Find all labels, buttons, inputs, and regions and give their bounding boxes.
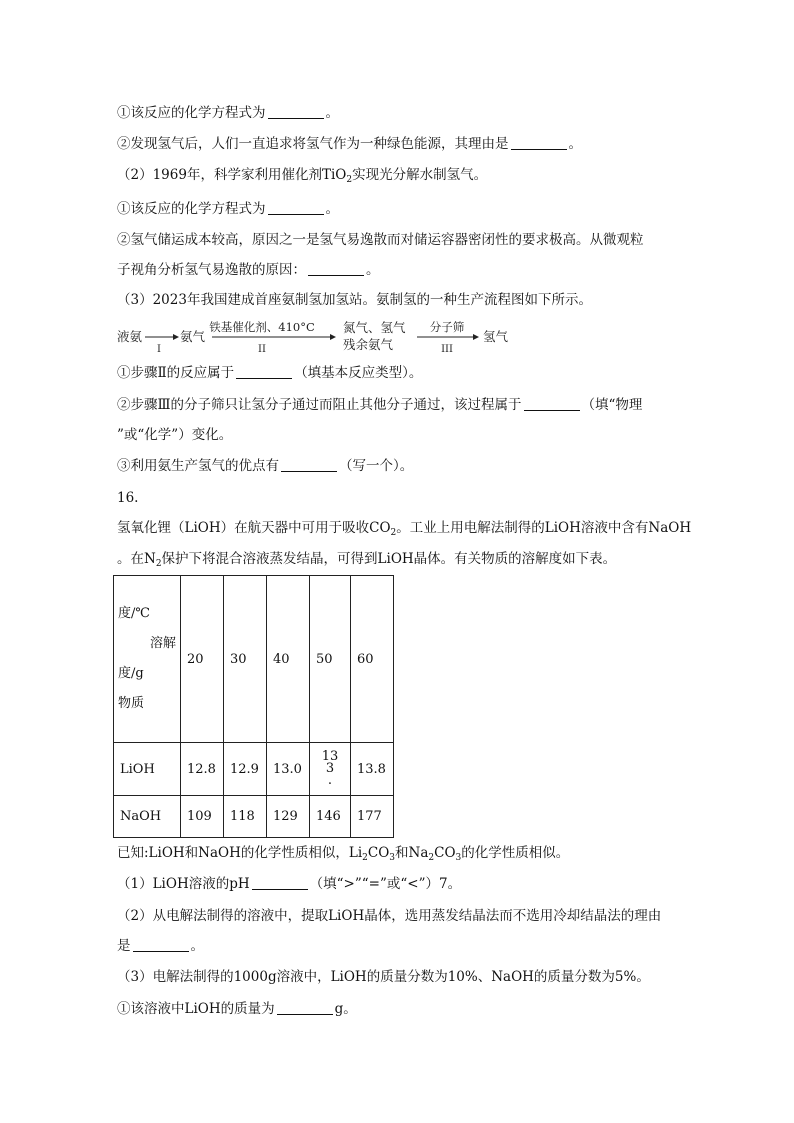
table-cell: 109 [181, 796, 224, 838]
temp-header: 20 [181, 576, 224, 743]
question-number: 16. [117, 490, 139, 506]
substance-name: NaOH [114, 796, 181, 838]
q-advantage-line: ③利用氨生产氢气的优点有 （写一个）。 [117, 458, 414, 474]
answer-blank[interactable] [308, 261, 364, 276]
answer-blank[interactable] [277, 1000, 333, 1015]
temp-header: 60 [351, 576, 394, 743]
answer-blank[interactable] [252, 875, 308, 890]
q16-intro-cont-line: 。在$N_2$保护下将混合溶液蒸发结晶，可得到LiOH晶体。有关物质的溶解度如下表。 [117, 551, 617, 569]
q2-reason-line: ②发现氢气后，人们一直追求将氢气作为一种绿色能源，其理由是 。 [117, 136, 582, 152]
q16-ph-line: （1）LiOH溶液的pH （填“>”“=”或“<”）7。 [117, 876, 462, 892]
flow-mid2b-text: 残余氨气 [343, 337, 394, 352]
answer-blank[interactable] [524, 396, 580, 411]
flow-cond2-text: 铁基催化剂、410°C [209, 320, 315, 334]
flow-arrowhead-3 [473, 334, 479, 340]
q-storage-line: ②氢气储运成本较高，原因之一是氢气易逸散而对储运容器密闭性的要求极高。从微观粒 [117, 232, 644, 248]
ammonia-flow-diagram [117, 318, 537, 358]
answer-blank[interactable] [511, 135, 567, 150]
flow-end-text: 氢气 [483, 329, 509, 344]
flow-arrowhead-2 [330, 334, 336, 340]
table-row [114, 796, 394, 838]
table-corner-header: 度/℃ 溶解 度/g 物质 [114, 576, 181, 743]
table-cell: 12.8 [181, 743, 224, 796]
table-cell: 146 [310, 796, 351, 838]
solubility-table [113, 575, 394, 838]
q16-known-line: 已知:LiOH和NaOH的化学性质相似，$Li_2CO_3$和$Na_2CO_3$的化学性质相似。 [117, 845, 570, 863]
substance-name: LiOH [114, 743, 181, 796]
q16-crystal-cont-line: 是 。 [117, 938, 204, 954]
table-header-row [114, 576, 394, 743]
q-step3-cont-line: ”或“化学”）变化。 [117, 427, 233, 443]
table-cell: 177 [351, 796, 394, 838]
table-cell: 12.9 [224, 743, 267, 796]
q-step3-line: ②步骤Ⅲ的分子筛只让氢分子通过而阻止其他分子通过，该过程属于 （填“物理 [117, 397, 643, 413]
answer-blank[interactable] [236, 364, 292, 379]
flow-mid1-text: 氨气 [180, 329, 206, 344]
q-micro-line: 子视角分析氢气易逸散的原因： 。 [117, 262, 380, 278]
answer-blank[interactable] [268, 104, 324, 119]
q16-part3-line: （3）电解法制得的1000g溶液中，LiOH的质量分数为10%、NaOH的质量分数为5%。 [117, 969, 650, 985]
temp-header: 40 [267, 576, 310, 743]
flow-step3-text: III [441, 344, 453, 355]
answer-blank[interactable] [281, 457, 337, 472]
q-step2-line: ①步骤Ⅱ的反应属于 （填基本反应类型）。 [117, 365, 423, 381]
q-part3-line: （3）2023年我国建成首座氨制氢加氢站。氨制氢的一种生产流程图如下所示。 [117, 292, 592, 308]
q16-crystal-line: （2）从电解法制得的溶液中，提取LiOH晶体，选用蒸发结晶法而不选用冷却结晶法的理由 [117, 908, 662, 924]
table-cell: 13.0 [267, 743, 310, 796]
flow-arrowhead-1 [173, 334, 179, 340]
flow-step1-text: I [157, 344, 161, 355]
q16-intro-line: 氢氧化锂（LiOH）在航天器中可用于吸收$CO_2$。工业上用电解法制得的LiOH溶液中含有NaOH [117, 520, 692, 538]
flow-cond3-text: 分子筛 [429, 320, 465, 334]
flow-mid2a-text: 氮气、氢气 [343, 320, 406, 335]
temp-header: 50 [310, 576, 351, 743]
q-part2-equation-line: ①该反应的化学方程式为 。 [117, 201, 339, 217]
table-cell: 118 [224, 796, 267, 838]
q1-equation-line: ①该反应的化学方程式为 。 [117, 105, 339, 121]
table-cell: 13 3 . [310, 743, 351, 796]
temp-header: 30 [224, 576, 267, 743]
table-cell: 129 [267, 796, 310, 838]
answer-blank[interactable] [133, 937, 189, 952]
flow-step2-text: II [258, 344, 266, 355]
flow-start-text: 液氨 [117, 329, 143, 344]
table-cell: 13.8 [351, 743, 394, 796]
q16-mass-line: ①该溶液中LiOH的质量为 g。 [117, 1001, 357, 1017]
q-part2-line: （2）1969年，科学家利用催化剂TiO$_2$实现光分解水制氢气。 [117, 167, 488, 185]
table-row [114, 743, 394, 796]
answer-blank[interactable] [268, 200, 324, 215]
